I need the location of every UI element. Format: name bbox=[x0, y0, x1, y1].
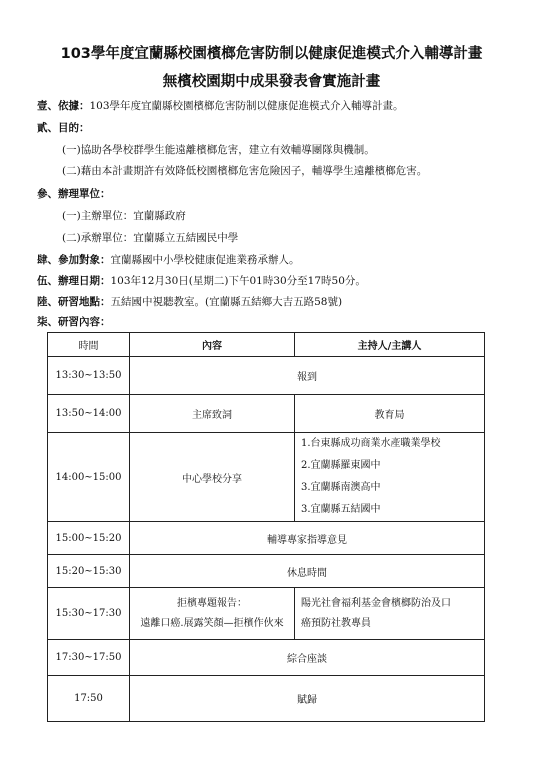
section-date bbox=[37, 273, 366, 288]
content-cell: 輔導專家指導意見 bbox=[130, 522, 485, 555]
host-cell: 教育局 bbox=[295, 395, 485, 433]
table-row bbox=[48, 555, 485, 588]
table-row bbox=[48, 676, 485, 722]
section-participants-text: 宜蘭縣國中小學校健康促進業務承辦人。 bbox=[110, 254, 300, 266]
section-date-text: 103年12月30日(星期二)下午01時30分至17時50分。 bbox=[110, 275, 366, 287]
header-content: 內容 bbox=[130, 333, 295, 357]
table-row bbox=[48, 522, 485, 555]
time-cell: 17:50 bbox=[48, 676, 130, 722]
section-venue-label: 陸、研習地點： bbox=[37, 296, 111, 308]
host-cell bbox=[295, 433, 485, 522]
content-cell: 休息時間 bbox=[130, 555, 485, 588]
section-venue-text: 五結國中視聽教室。(宜蘭縣五結鄉大吉五路58號) bbox=[110, 296, 343, 308]
content-line: 遠離口癌.展露笑顏—拒檳作伙來 bbox=[140, 617, 284, 629]
table-row bbox=[48, 357, 485, 395]
host-list-item: 2.宜蘭縣羅東國中 bbox=[301, 460, 381, 471]
time-cell: 13:30~13:50 bbox=[48, 357, 130, 395]
section-basis-label: 壹、依據： bbox=[37, 100, 90, 112]
host-cell bbox=[295, 588, 485, 640]
content-cell: 賦歸 bbox=[130, 676, 485, 722]
table-row bbox=[48, 588, 485, 640]
table-row bbox=[48, 433, 485, 522]
table-row bbox=[48, 640, 485, 676]
section-venue bbox=[37, 294, 342, 309]
content-cell: 報到 bbox=[130, 357, 485, 395]
section-basis-text: 103學年度宜蘭縣校園檳榔危害防制以健康促進模式介入輔導計畫。 bbox=[89, 100, 404, 112]
schedule-table bbox=[47, 332, 485, 722]
section-participants bbox=[37, 252, 300, 267]
section-purpose-label: 貳、目的： bbox=[37, 122, 90, 134]
content-cell: 主席致詞 bbox=[130, 395, 295, 433]
section-participants-label: 肆、參加對象： bbox=[37, 254, 111, 266]
time-cell: 15:00~15:20 bbox=[48, 522, 130, 555]
time-cell: 15:20~15:30 bbox=[48, 555, 130, 588]
host-line: 陽光社會福利基金會檳榔防治及口 bbox=[301, 597, 451, 609]
content-cell bbox=[130, 588, 295, 640]
units-item-2: (二)承辦單位：宜蘭縣立五結國民中學 bbox=[62, 232, 239, 244]
section-basis bbox=[37, 98, 404, 113]
content-cell: 中心學校分享 bbox=[130, 433, 295, 522]
units-item-1: (一)主辦單位：宜蘭縣政府 bbox=[62, 210, 186, 222]
section-date-label: 伍、辦理日期： bbox=[37, 275, 111, 287]
content-cell: 綜合座談 bbox=[130, 640, 485, 676]
time-cell: 14:00~15:00 bbox=[48, 433, 130, 522]
host-line: 癌預防社教專員 bbox=[301, 617, 371, 629]
purpose-item-2: (二)藉由本計畫期許有效降低校園檳榔危害危險因子，輔導學生遠離檳榔危害。 bbox=[62, 165, 428, 177]
section-content-label: 柒、研習內容： bbox=[37, 316, 111, 328]
purpose-item-1: (一)協助各學校群學生能遠離檳榔危害，建立有效輔導團隊與機制。 bbox=[62, 144, 375, 156]
content-line: 拒檳專題報告： bbox=[177, 597, 247, 609]
host-list-item: 3.宜蘭縣南澳高中 bbox=[301, 482, 381, 493]
host-list-item: 1.台東縣成功商業水產職業學校 bbox=[301, 438, 441, 449]
time-cell: 17:30~17:50 bbox=[48, 640, 130, 676]
document-subtitle: 無檳校園期中成果發表會實施計畫 bbox=[162, 74, 381, 90]
time-cell: 13:50~14:00 bbox=[48, 395, 130, 433]
section-units-label: 參、辦理單位： bbox=[37, 188, 111, 200]
table-row bbox=[48, 395, 485, 433]
document-title: 103學年度宜蘭縣校園檳榔危害防制以健康促進模式介入輔導計畫 bbox=[60, 46, 483, 62]
header-time: 時間 bbox=[48, 333, 130, 357]
time-cell: 15:30~17:30 bbox=[48, 588, 130, 640]
header-host: 主持人/主講人 bbox=[295, 333, 485, 357]
table-header-row bbox=[48, 333, 485, 357]
host-list-item: 3.宜蘭縣五結國中 bbox=[301, 504, 381, 515]
